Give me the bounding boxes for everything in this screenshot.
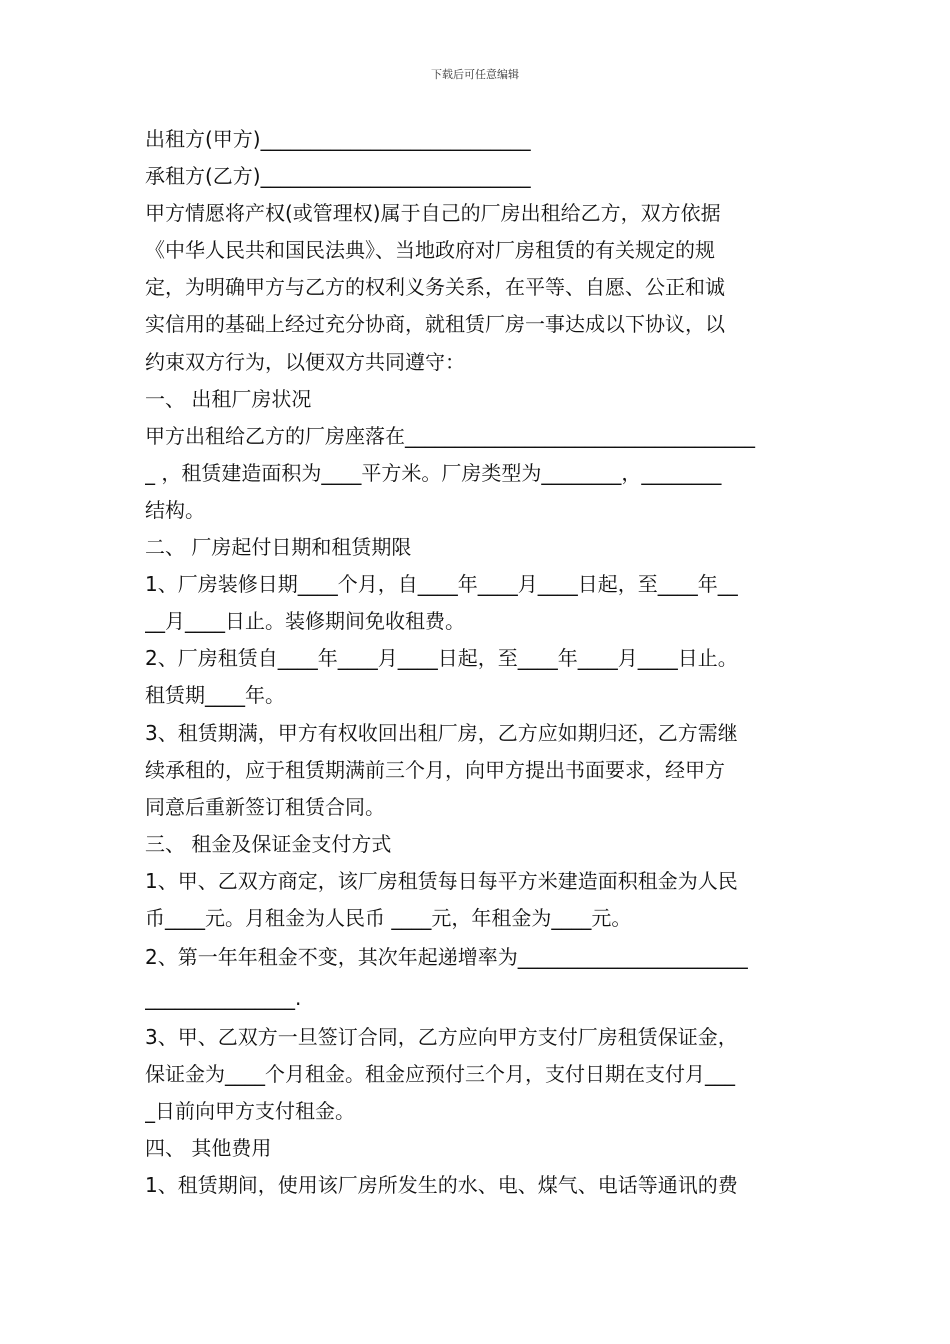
- clause-line: __月____日止。装修期间免收租费。: [145, 609, 465, 634]
- section-heading-2: 二、 厂房起付日期和租赁期限: [145, 535, 412, 560]
- clause-line: 2、第一年年租金不变，其次年起递增率为_______________________: [145, 945, 748, 970]
- clause-line: 结构。: [145, 497, 205, 522]
- clause-line: _日前向甲方支付租金。: [145, 1099, 355, 1124]
- preamble-line: 甲方情愿将产权(或管理权)属于自己的厂房出租给乙方，双方依据: [145, 201, 721, 226]
- preamble-line: 《中华人民共和国民法典》、当地政府对厂房租赁的有关规定的规: [145, 238, 715, 263]
- section-heading-4: 四、 其他费用: [145, 1136, 272, 1161]
- clause-line: 甲方出租给乙方的厂房座落在___________________________________: [145, 423, 755, 448]
- preamble-line: 实信用的基础上经过充分协商，就租赁厂房一事达成以下协议，以: [145, 312, 725, 337]
- clause-line: 2、厂房租赁自____年____月____日起，至____年____月____日止。: [145, 646, 738, 671]
- preamble-line: 约束双方行为，以便双方共同遵守：: [145, 349, 465, 374]
- clause-line: 1、租赁期间，使用该厂房所发生的水、电、煤气、电话等通讯的费: [145, 1173, 738, 1198]
- section-heading-1: 一、 出租厂房状况: [145, 386, 312, 411]
- clause-line: 保证金为____个月租金。租金应预付三个月，支付日期在支付月___: [145, 1062, 735, 1087]
- clause-line: 币____元。月租金为人民币 ____元，年租金为____元。: [145, 905, 632, 930]
- clause-line: 3、租赁期满，甲方有权收回出租厂房，乙方应如期归还，乙方需继: [145, 720, 738, 745]
- clause-line: 1、厂房装修日期____个月，自____年____月____日起，至____年__: [145, 572, 738, 597]
- clause-line: _ ，租赁建造面积为____平方米。厂房类型为________，________: [145, 460, 722, 485]
- section-heading-3: 三、 租金及保证金支付方式: [145, 831, 392, 856]
- clause-line: 3、甲、乙双方一旦签订合同，乙方应向甲方支付厂房租赁保证金，: [145, 1025, 738, 1050]
- preamble-line: 定，为明确甲方与乙方的权利义务关系，在平等、自愿、公正和诚: [145, 275, 725, 300]
- clause-line: 租赁期____年。: [145, 683, 285, 708]
- clause-line: 1、甲、乙双方商定，该厂房租赁每日每平方米建造面积租金为人民: [145, 868, 738, 893]
- clause-line: 续承租的，应于租赁期满前三个月，向甲方提出书面要求，经甲方: [145, 757, 725, 782]
- editable-note-header: 下载后可任意编辑: [431, 68, 519, 81]
- clause-line: _______________.: [145, 986, 302, 1011]
- contract-body: [145, 121, 815, 1205]
- lessee-line: 承租方(乙方)___________________________: [145, 164, 531, 189]
- lessor-line: 出租方(甲方)___________________________: [145, 127, 531, 151]
- clause-line: 同意后重新签订租赁合同。: [145, 794, 385, 819]
